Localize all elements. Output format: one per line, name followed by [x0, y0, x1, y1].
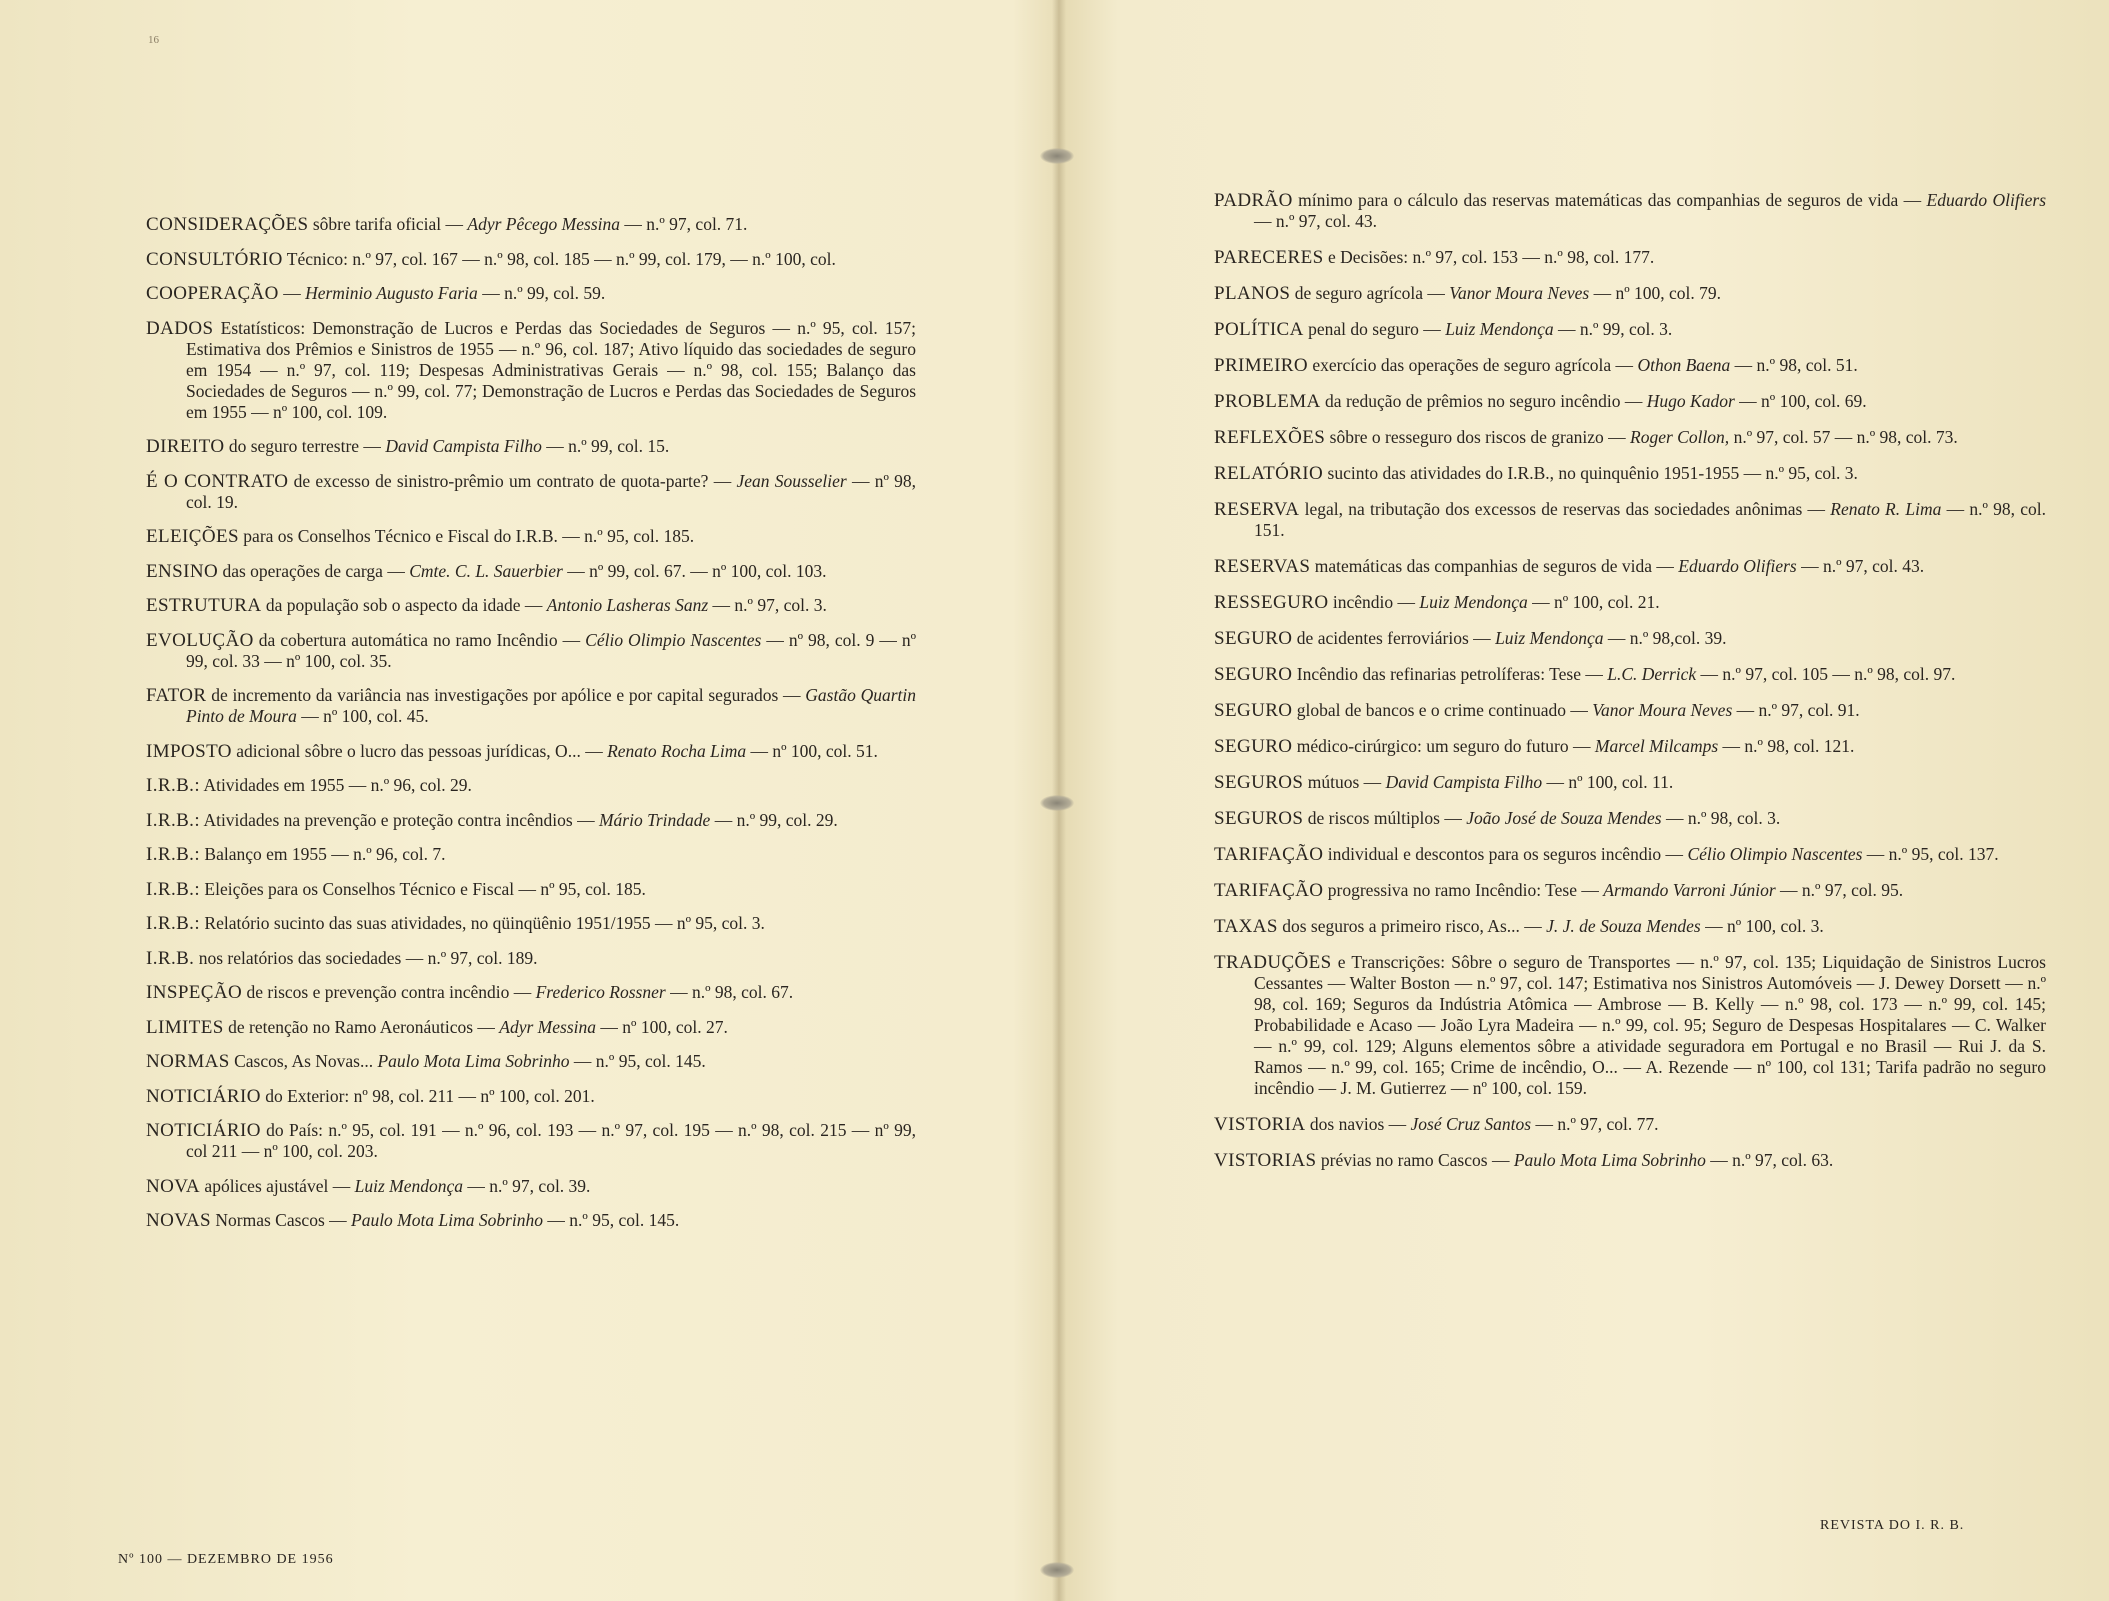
index-entry-heading: DIREITO: [146, 436, 225, 457]
index-entry: [1214, 628, 2046, 649]
index-entry: [146, 685, 916, 727]
index-entry-author: Gastão Quartin Pinto de Moura: [186, 685, 917, 726]
index-entry: [146, 249, 916, 270]
index-entry-reference: — n.º 97, col. 105 — n.º 98, col. 97.: [1696, 664, 1956, 684]
index-entry-heading: COOPERAÇÃO: [146, 283, 279, 304]
index-entry: [1214, 772, 2046, 793]
index-entry: [146, 775, 916, 796]
index-entry-heading: PROBLEMA: [1214, 391, 1321, 412]
index-entry-heading: PARECERES: [1214, 247, 1324, 268]
index-entry: [1214, 355, 2046, 376]
index-entry: [146, 982, 916, 1003]
index-entry-text: dos navios —: [1309, 1114, 1411, 1134]
index-entry-author: Armando Varroni Júnior: [1603, 880, 1776, 900]
index-entry-text: —: [283, 283, 306, 303]
index-entry-heading: I.R.B.:: [146, 913, 201, 934]
index-entry-heading: TARIFAÇÃO: [1214, 880, 1324, 901]
page-number: 16: [148, 34, 159, 46]
index-entry-author: Renato Rocha Lima: [607, 740, 747, 761]
index-entry-reference: — n.º 97, col. 77.: [1531, 1114, 1659, 1134]
index-entry-text: nos relatórios das sociedades — n.º 97, col. 189.: [198, 947, 538, 968]
index-entry: [1214, 592, 2046, 613]
index-entry-text: legal, na tributação dos excessos de reservas das sociedades anônimas —: [1304, 499, 1831, 519]
index-entry-heading: SEGUROS: [1214, 772, 1304, 793]
index-entry-author: L.C. Derrick: [1607, 664, 1697, 684]
index-entry-heading: RELATÓRIO: [1214, 463, 1324, 484]
index-entry-heading: SEGUROS: [1214, 808, 1304, 829]
index-entry-text: Normas Cascos —: [215, 1210, 351, 1230]
index-entry: [146, 630, 916, 672]
index-entry-author: Jean Sousselier: [736, 470, 847, 491]
index-entry-reference: — n.º 98, col. 67.: [665, 982, 794, 1002]
index-entry-heading: SEGURO: [1214, 736, 1293, 757]
index-entry-heading: SEGURO: [1214, 628, 1293, 649]
index-entry-author: José Cruz Santos: [1410, 1114, 1532, 1134]
index-entry-heading: NOTICIÁRIO: [146, 1120, 261, 1141]
index-entry: [1214, 808, 2046, 829]
index-entry-heading: CONSIDERAÇÕES: [146, 214, 309, 235]
index-entry-text: Balanço em 1955 — n.º 96, col. 7.: [204, 844, 446, 864]
index-entry: [1214, 463, 2046, 484]
index-entry-reference: — nº 98, col. 9 — nº 99, col. 33 — nº 100, col. 35.: [186, 629, 917, 671]
index-entry-heading: ENSINO: [146, 560, 219, 582]
index-entry-text: matemáticas das companhias de seguros de vida —: [1314, 556, 1679, 576]
index-entry-text: progressiva no ramo Incêndio: Tese —: [1327, 880, 1604, 900]
index-entry-heading: RESSEGURO: [1214, 592, 1329, 613]
right-footer: REVISTA DO I. R. B.: [1820, 1518, 1965, 1533]
index-entry-author: Luiz Mendonça: [1445, 319, 1554, 339]
index-entry-text: da população sob o aspecto da idade —: [265, 595, 547, 615]
index-entry-reference: — n.º 99, col. 59.: [477, 283, 606, 303]
index-entry: [146, 318, 916, 423]
index-entry-reference: — n.º 98, col. 51.: [1730, 355, 1858, 375]
index-entry-reference: — n.º 97, col. 43.: [1254, 211, 1378, 231]
index-entry-reference: — n.º 97, col. 91.: [1732, 700, 1860, 720]
index-entry-heading: DADOS: [146, 317, 214, 339]
index-entry: [146, 948, 916, 969]
index-entry-reference: — n.º 98, col. 3.: [1661, 808, 1781, 828]
index-entry: [1214, 736, 2046, 757]
index-entry-heading: TAXAS: [1214, 916, 1278, 937]
index-entry-text: mútuos —: [1307, 772, 1386, 792]
index-entry-text: sucinto das atividades do I.R.B., no quinquênio 1951-1955 — n.º 95, col. 3.: [1327, 463, 1858, 483]
index-entry: [146, 741, 916, 762]
index-entry-heading: PLANOS: [1214, 283, 1291, 304]
index-entry: [1214, 190, 2046, 232]
index-entry-reference: — n.º 95, col. 145.: [543, 1210, 680, 1230]
index-entry-reference: — n.º 98, col. 121.: [1718, 736, 1855, 756]
index-entry: [1214, 1150, 2046, 1171]
index-entry-reference: — nº 100, col. 45.: [296, 706, 429, 726]
index-entry-author: Antonio Lasheras Sanz: [546, 595, 709, 615]
index-entry-reference: — nº 100, col. 11.: [1542, 772, 1674, 792]
index-entry: [146, 1051, 916, 1072]
index-entry: [1214, 427, 2046, 448]
index-entry-heading: I.R.B.:: [146, 878, 201, 900]
index-entry-heading: I.R.B.:: [146, 775, 201, 796]
index-entry-reference: — n.º 97, col. 3.: [708, 595, 827, 615]
index-entry: [1214, 700, 2046, 721]
index-entry-heading: EVOLUÇÃO: [146, 629, 254, 651]
index-entry-text: da cobertura automática no ramo Incêndio —: [258, 629, 586, 650]
index-entry-author: Othon Baena: [1637, 355, 1731, 375]
index-entry-reference: — nº 100, col. 79.: [1589, 283, 1722, 303]
index-entry-heading: I.R.B.: [146, 947, 195, 969]
index-entry-author: Paulo Mota Lima Sobrinho: [1513, 1150, 1706, 1170]
index-entry-reference: — n.º 97, col. 71.: [620, 214, 748, 234]
index-entry-text: Estatísticos: Demonstração de Lucros e Perdas das Sociedades de Seguros — n.º 95, col. 157; Estimativa dos Prêmios e Sinistros de 1955 — n.º 96, col. 187; Ativo líquido das sociedades de seguro em 1954 — n.º 97, col. 119; Despesas Administrativas Gerais — n.º 98, col. 155; Balanço das Sociedades de Seguros — n.º 99, col. 77; Demonstração de Lucros e Perdas das Sociedades de Seguros em 1955 — nº 100, col. 109.: [186, 317, 917, 422]
index-entry-text: das operações de carga —: [222, 560, 410, 581]
index-entry: [146, 810, 916, 831]
index-entry: [1214, 916, 2046, 937]
index-entry-text: penal do seguro —: [1308, 319, 1446, 339]
index-entry-text: Relatório sucinto das suas atividades, no qüinqüênio 1951/1955 — nº 95, col. 3.: [204, 913, 765, 933]
index-entry-text: dos seguros a primeiro risco, As... —: [1282, 916, 1547, 936]
index-entry-text: Eleições para os Conselhos Técnico e Fiscal — nº 95, col. 185.: [204, 878, 646, 899]
index-entry-author: J. J. de Souza Mendes: [1546, 916, 1701, 936]
index-entry-heading: CONSULTÓRIO: [146, 248, 283, 270]
index-entry: [1214, 844, 2046, 865]
index-entry-author: Vanor Moura Neves: [1592, 700, 1733, 720]
index-entry-reference: — nº 100, col. 51.: [746, 740, 878, 761]
index-entry-heading: FATOR: [146, 685, 207, 706]
index-entry: [146, 1176, 916, 1197]
index-entry: [146, 561, 916, 582]
index-entry-text: individual e descontos para os seguros incêndio —: [1327, 844, 1688, 864]
index-entry-reference: — nº 98, col. 19.: [186, 470, 916, 512]
index-column-right: [1214, 190, 2046, 1186]
index-entry-reference: — nº 100, col. 21.: [1527, 592, 1660, 612]
index-entry-author: João José de Souza Mendes: [1466, 808, 1662, 828]
index-entry-text: de seguro agrícola —: [1294, 283, 1450, 303]
index-entry-heading: RESERVA: [1214, 499, 1300, 520]
index-entry-text: Cascos, As Novas...: [234, 1051, 378, 1071]
index-entry: [146, 436, 916, 457]
index-entry: [1214, 952, 2046, 1099]
index-entry: [146, 1017, 916, 1038]
index-entry-author: Frederico Rossner: [535, 982, 666, 1002]
index-entry-author: Mário Trindade: [598, 809, 711, 830]
index-entry-reference: — nº 100, col. 3.: [1700, 916, 1824, 936]
index-entry-reference: — n.º 97, col. 43.: [1796, 556, 1925, 576]
index-entry-author: David Campista Filho: [1385, 772, 1543, 792]
index-entry: [146, 214, 916, 235]
index-entry-author: Cmte. C. L. Sauerbier: [409, 560, 563, 581]
right-page: [1066, 0, 2109, 1601]
index-entry: [1214, 1114, 2046, 1135]
index-entry-heading: NORMAS: [146, 1051, 230, 1072]
index-entry-heading: I.R.B.:: [146, 844, 201, 865]
index-entry-reference: — nº 100, col. 27.: [596, 1016, 728, 1037]
index-entry-author: Adyr Pêcego Messina: [467, 214, 620, 234]
index-entry-reference: — nº 100, col. 69.: [1734, 391, 1867, 411]
index-entry-text: apólices ajustável —: [204, 1175, 355, 1196]
index-entry-reference: — n.º 97, col. 95.: [1775, 880, 1904, 900]
index-entry: [1214, 880, 2046, 901]
index-entry-heading: TARIFAÇÃO: [1214, 844, 1324, 865]
index-entry-text: global de bancos e o crime continuado —: [1296, 700, 1593, 720]
index-entry-text: do País: n.º 95, col. 191 — n.º 96, col. 193 — n.º 97, col. 195 — n.º 98, col. 215 — nº 99, col 211 — nº 100, col. 203.: [186, 1120, 916, 1161]
index-entry-author: Eduardo Olifiers: [1926, 190, 2047, 210]
left-page: [0, 0, 1052, 1601]
index-entry-heading: NOVAS: [146, 1210, 212, 1231]
index-entry-heading: I.R.B.:: [146, 809, 201, 831]
index-entry-text: médico-cirúrgico: um seguro do futuro —: [1296, 736, 1595, 756]
index-entry-author: Paulo Mota Lima Sobrinho: [377, 1051, 570, 1071]
index-entry: [1214, 283, 2046, 304]
index-entry-heading: VISTORIAS: [1214, 1150, 1317, 1171]
index-entry-text: Atividades em 1955 — n.º 96, col. 29.: [203, 775, 472, 795]
index-entry: [1214, 499, 2046, 541]
index-entry-text: de riscos múltiplos —: [1307, 808, 1467, 828]
index-entry-heading: ELEIÇÕES: [146, 526, 239, 547]
index-entry-reference: — n.º 98, col. 151.: [1254, 499, 2046, 540]
index-entry-author: Herminio Augusto Faria: [305, 283, 478, 303]
index-entry-heading: SEGURO: [1214, 700, 1293, 721]
index-entry-heading: VISTORIA: [1214, 1114, 1306, 1135]
index-entry-text: incêndio —: [1332, 592, 1420, 612]
index-entry: [1214, 664, 2046, 685]
index-entry: [1214, 556, 2046, 577]
index-entry-reference: — n.º 97, col. 63.: [1705, 1150, 1834, 1170]
index-entry-reference: — n.º 98,col. 39.: [1603, 628, 1727, 648]
index-entry-reference: — n.º 97, col. 39.: [463, 1175, 591, 1196]
index-entry-heading: IMPOSTO: [146, 740, 232, 762]
index-entry-text: prévias no ramo Cascos —: [1320, 1150, 1514, 1170]
index-entry-heading: PADRÃO: [1214, 190, 1293, 211]
index-entry-reference: — n.º 95, col. 145.: [569, 1051, 706, 1071]
index-entry-text: e Transcrições: Sôbre o seguro de Transportes — n.º 97, col. 135; Liquidação de Sinistros Lucros Cessantes — Walter Boston — n.º 97, col. 147; Estimativa nos Sinistros Automóveis — J. Dewey Dorsett — n.º 98, col. 169; Seguros da Indústria Atômica — Ambrose — B. Kelly — n.º 98, col. 173 — n.º 99, col. 145; Probabilidade e Acaso — João Lyra Madeira — n.º 99, col. 95; Seguro de Despesas Hospitalares — C. Walker — n.º 99, col. 129; Alguns elementos sôbre a atividade seguradora em Portugal e no Brasil — Rui J. da S. Ramos — n.º 99, col. 165; Crime de incêndio, O... — A. Rezende — nº 100, col 131; Tarifa padrão no seguro incêndio — J. M. Gutierrez — nº 100, col. 159.: [1254, 952, 2046, 1098]
index-entry-author: Luiz Mendonça: [1419, 592, 1528, 612]
index-entry-author: Eduardo Olifiers: [1678, 556, 1797, 576]
index-entry: [1214, 247, 2046, 268]
index-entry: [146, 526, 916, 547]
index-entry-heading: É O CONTRATO: [146, 470, 289, 492]
index-entry-reference: — n.º 99, col. 29.: [710, 809, 838, 830]
index-entry: [146, 1210, 916, 1231]
left-footer: Nº 100 — DEZEMBRO DE 1956: [118, 1552, 334, 1567]
index-entry-text: de riscos e prevenção contra incêndio —: [246, 982, 536, 1002]
index-entry-author: Luiz Mendonça: [1495, 628, 1604, 648]
index-entry-heading: NOTICIÁRIO: [146, 1085, 261, 1107]
index-entry: [146, 595, 916, 616]
index-entry-author: Célio Olimpio Nascentes: [1687, 844, 1863, 864]
index-entry: [1214, 391, 2046, 412]
index-entry-text: e Decisões: n.º 97, col. 153 — n.º 98, col. 177.: [1327, 247, 1655, 267]
index-entry-text: de incremento da variância nas investigações por apólice e por capital segurados —: [211, 685, 806, 705]
index-entry: [146, 879, 916, 900]
index-entry-text: de retenção no Ramo Aeronáuticos —: [228, 1016, 500, 1037]
index-entry-reference: — n.º 99, col. 3.: [1553, 319, 1673, 339]
index-entry-heading: POLÍTICA: [1214, 319, 1304, 340]
index-entry-author: Renato R. Lima: [1830, 499, 1942, 519]
index-entry-heading: TRADUÇÕES: [1214, 952, 1332, 973]
index-entry-text: mínimo para o cálculo das reservas matemáticas das companhias de seguros de vida —: [1298, 190, 1927, 210]
index-entry-heading: REFLEXÕES: [1214, 427, 1326, 448]
index-entry-reference: n.º 97, col. 57 — n.º 98, col. 73.: [1729, 427, 1958, 447]
index-entry-text: exercício das operações de seguro agrícola —: [1312, 355, 1638, 375]
index-entry-text: do seguro terrestre —: [228, 436, 386, 456]
index-entry: [146, 471, 916, 513]
index-entry-author: David Campista Filho: [385, 436, 542, 456]
index-entry-text: de acidentes ferroviários —: [1296, 628, 1496, 648]
index-entry-author: Paulo Mota Lima Sobrinho: [351, 1210, 544, 1230]
index-entry: [146, 844, 916, 865]
index-entry-text: adicional sôbre o lucro das pessoas jurídicas, O... —: [236, 740, 608, 761]
index-entry-author: Marcel Milcamps: [1594, 736, 1719, 756]
index-entry-heading: NOVA: [146, 1175, 201, 1197]
index-entry-heading: SEGURO: [1214, 664, 1293, 685]
index-entry: [146, 1120, 916, 1162]
index-entry-reference: — n.º 95, col. 137.: [1862, 844, 1999, 864]
index-entry-heading: LIMITES: [146, 1016, 224, 1038]
index-entry-text: Técnico: n.º 97, col. 167 — n.º 98, col. 185 — n.º 99, col. 179, — n.º 100, col.: [286, 248, 836, 269]
index-entry-text: sôbre o resseguro dos riscos de granizo —: [1329, 427, 1631, 447]
index-entry-heading: ESTRUTURA: [146, 595, 262, 616]
index-entry-text: sôbre tarifa oficial —: [312, 214, 468, 234]
index-entry-author: Luiz Mendonça: [354, 1175, 463, 1196]
index-entry-reference: — n.º 99, col. 15.: [541, 436, 670, 456]
index-entry-text: Incêndio das refinarias petrolíferas: Tese —: [1296, 664, 1608, 684]
index-entry-text: de excesso de sinistro-prêmio um contrato de quota-parte? —: [293, 470, 737, 491]
index-entry-author: Roger Collon,: [1630, 427, 1730, 447]
index-entry-heading: RESERVAS: [1214, 556, 1311, 577]
index-entry-text: do Exterior: nº 98, col. 211 — nº 100, col. 201.: [265, 1085, 595, 1106]
index-column-left: [146, 214, 916, 1245]
index-entry-text: da redução de prêmios no seguro incêndio —: [1325, 391, 1647, 411]
index-entry-author: Adyr Messina: [499, 1016, 597, 1037]
index-entry: [1214, 319, 2046, 340]
index-entry-author: Célio Olimpio Nascentes: [585, 629, 762, 650]
index-entry-text: Atividades na prevenção e proteção contra incêndios —: [203, 809, 599, 830]
index-entry: [146, 913, 916, 934]
index-entry-author: Hugo Kador: [1646, 391, 1735, 411]
index-entry-author: Vanor Moura Neves: [1449, 283, 1590, 303]
index-entry-heading: INSPEÇÃO: [146, 982, 243, 1003]
index-entry-text: para os Conselhos Técnico e Fiscal do I.R.B. — n.º 95, col. 185.: [243, 526, 695, 546]
index-entry-heading: PRIMEIRO: [1214, 355, 1308, 376]
index-entry: [146, 283, 916, 304]
index-entry-reference: — nº 99, col. 67. — nº 100, col. 103.: [562, 560, 827, 581]
index-entry: [146, 1086, 916, 1107]
